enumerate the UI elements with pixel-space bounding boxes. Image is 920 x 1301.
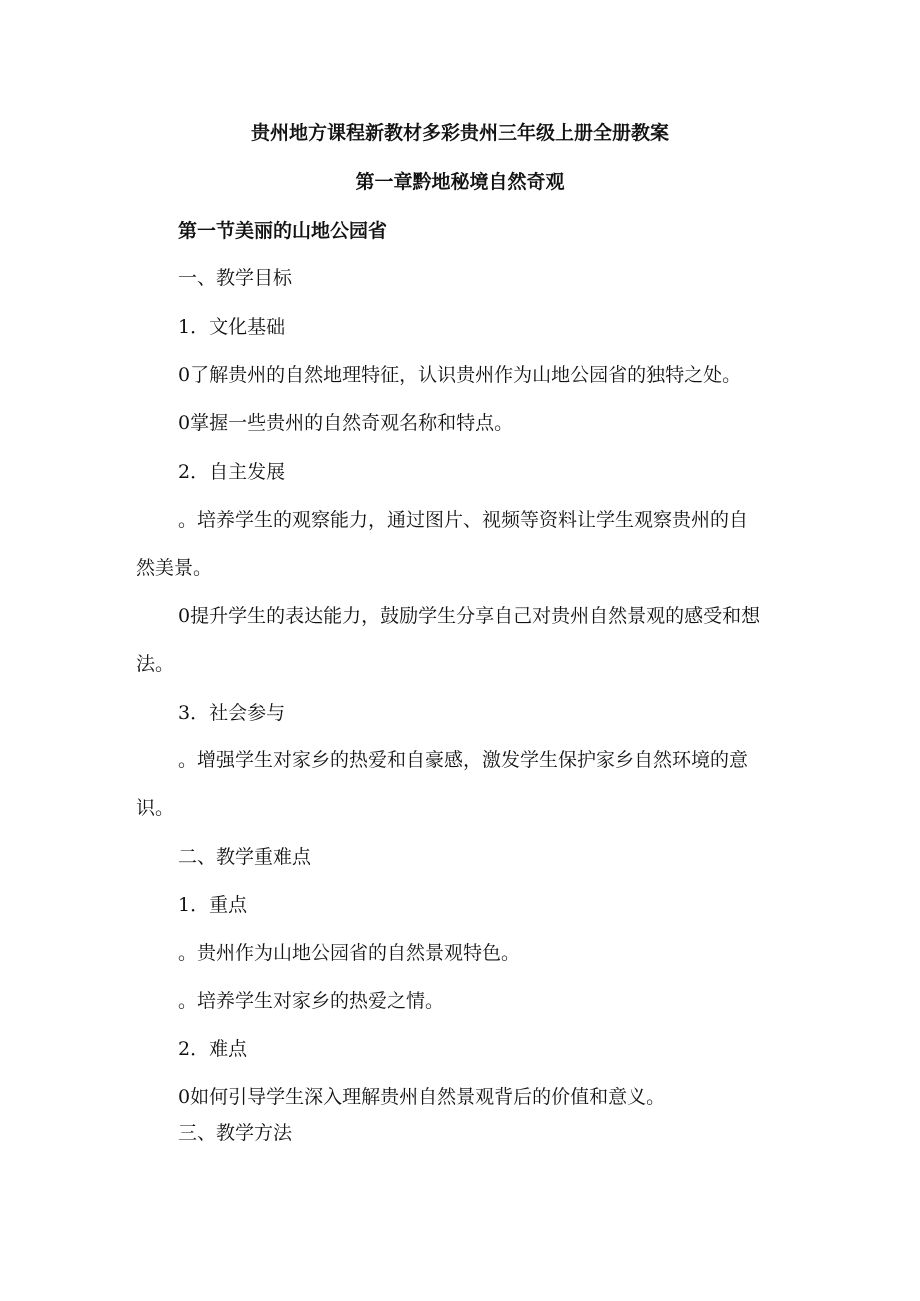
paragraph-line: 法。 [136,653,175,675]
section-heading: 第一节美丽的山地公园省 [178,220,388,242]
paragraph-line: 。增强学生对家乡的热爱和自豪感，激发学生保护家乡自然环境的意 [178,749,749,771]
chapter-heading: 第一章黔地秘境自然奇观 [355,171,565,193]
subheading-self-development: 2．自主发展 [178,461,286,483]
paragraph-line: 。培养学生对家乡的热爱之情。 [178,990,445,1012]
paragraph-line: 然美景。 [136,557,213,579]
heading-key-points: 二、教学重难点 [178,846,312,868]
document-title: 贵州地方课程新教材多彩贵州三年级上册全册教案 [250,122,669,144]
paragraph-line: 0提升学生的表达能力，鼓励学生分享自己对贵州自然景观的感受和想 [178,605,761,627]
heading-teaching-methods: 三、教学方法 [178,1122,293,1144]
subheading-difficulty: 2．难点 [178,1038,248,1060]
paragraph-line: 。贵州作为山地公园省的自然景观特色。 [178,942,521,964]
paragraph-line: 0了解贵州的自然地理特征，认识贵州作为山地公园省的独特之处。 [178,364,742,386]
paragraph-line: 0如何引导学生深入理解贵州自然景观背后的价值和意义。 [178,1086,666,1108]
heading-teaching-goals: 一、教学目标 [178,267,293,289]
paragraph-line: 0掌握一些贵州的自然奇观名称和特点。 [178,412,514,434]
subheading-social-participation: 3．社会参与 [178,702,286,724]
subheading-focus: 1．重点 [178,894,248,916]
paragraph-line: 。培养学生的观察能力，通过图片、视频等资料让学生观察贵州的自 [178,509,749,531]
subheading-culture-base: 1．文化基础 [178,316,286,338]
paragraph-line: 识。 [136,797,175,819]
